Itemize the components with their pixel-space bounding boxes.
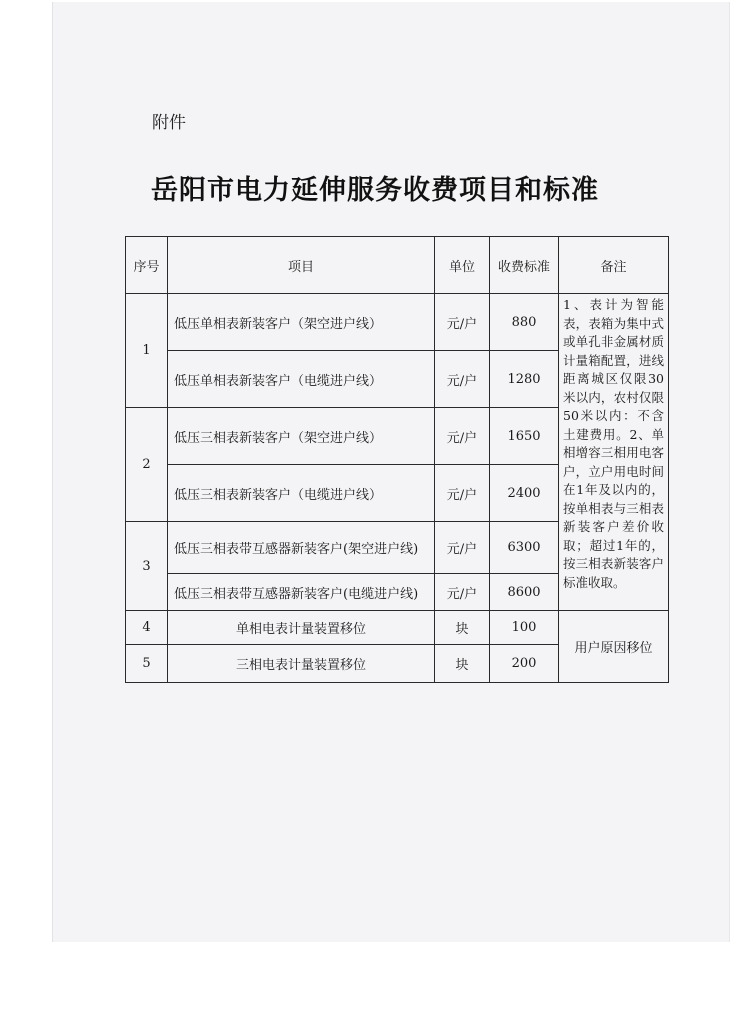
header-note: 备注 bbox=[559, 237, 669, 294]
row-unit: 元/户 bbox=[435, 351, 490, 408]
header-unit: 单位 bbox=[435, 237, 490, 294]
row-item: 低压单相表新装客户（电缆进户线） bbox=[168, 351, 435, 408]
row-unit: 元/户 bbox=[435, 522, 490, 574]
row-item: 单相电表计量装置移位 bbox=[168, 611, 435, 645]
row-item: 低压单相表新装客户（架空进户线） bbox=[168, 294, 435, 351]
document-title: 岳阳市电力延伸服务收费项目和标准 bbox=[151, 175, 599, 206]
row-item: 低压三相表新装客户（电缆进户线） bbox=[168, 465, 435, 522]
row-index: 3 bbox=[126, 522, 168, 611]
row-unit: 元/户 bbox=[435, 574, 490, 611]
row-unit: 块 bbox=[435, 645, 490, 683]
row-unit: 元/户 bbox=[435, 294, 490, 351]
row-fee: 100 bbox=[490, 611, 559, 645]
row-fee: 1650 bbox=[490, 408, 559, 465]
row-unit: 元/户 bbox=[435, 465, 490, 522]
row-fee: 2400 bbox=[490, 465, 559, 522]
note-cell: 1、表计为智能表，表箱为集中式或单孔非金属材质计量箱配置，进线距离城区仅限30米以内，农村仅限50米以内：不含土建费用。2、单相增容三相用电客户，立户用电时间在1年及以内的，按单相表与三相表新装客户差价收取；超过1年的，按三相表新装客户标准收取。 bbox=[559, 294, 669, 611]
row-unit: 块 bbox=[435, 611, 490, 645]
row-index: 2 bbox=[126, 408, 168, 522]
row-index: 4 bbox=[126, 611, 168, 645]
row-fee: 6300 bbox=[490, 522, 559, 574]
row-item: 三相电表计量装置移位 bbox=[168, 645, 435, 683]
row-item: 低压三相表带互感器新装客户(架空进户线) bbox=[168, 522, 435, 574]
header-fee: 收费标准 bbox=[490, 237, 559, 294]
row-fee: 8600 bbox=[490, 574, 559, 611]
relocation-note-cell: 用户原因移位 bbox=[559, 611, 669, 683]
row-fee: 1280 bbox=[490, 351, 559, 408]
row-item: 低压三相表新装客户（架空进户线） bbox=[168, 408, 435, 465]
table-row bbox=[126, 294, 669, 351]
header-index: 序号 bbox=[126, 237, 168, 294]
header-item: 项目 bbox=[168, 237, 435, 294]
header-row bbox=[126, 237, 669, 294]
row-unit: 元/户 bbox=[435, 408, 490, 465]
attachment-label: 附件 bbox=[152, 113, 186, 133]
row-item: 低压三相表带互感器新装客户(电缆进户线) bbox=[168, 574, 435, 611]
row-fee: 880 bbox=[490, 294, 559, 351]
table-row bbox=[126, 611, 669, 645]
row-fee: 200 bbox=[490, 645, 559, 683]
row-index: 1 bbox=[126, 294, 168, 408]
row-index: 5 bbox=[126, 645, 168, 683]
fee-table bbox=[125, 236, 669, 683]
